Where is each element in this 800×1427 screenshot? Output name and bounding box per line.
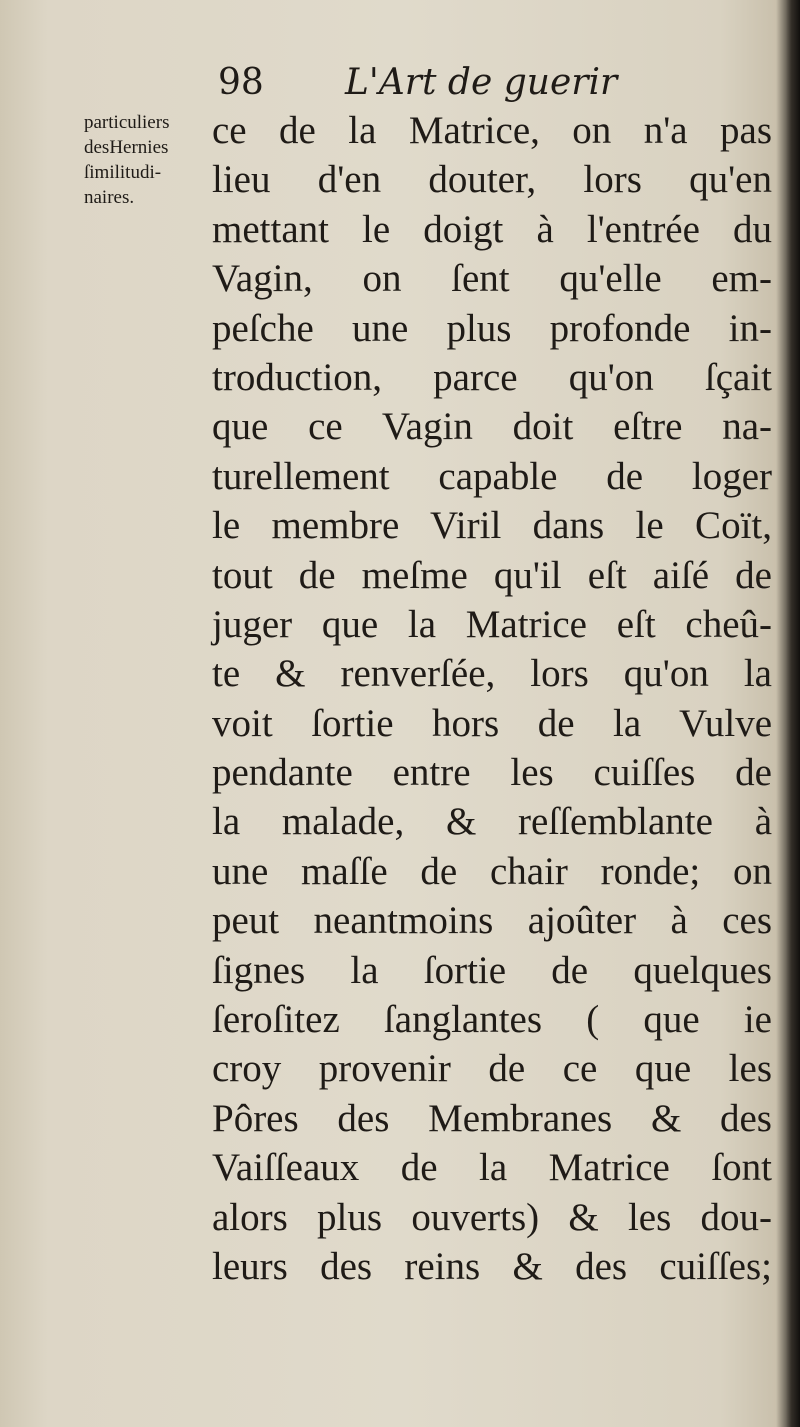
text-line: voit ſortie hors de la Vulve [212, 701, 772, 745]
text-line: Pôres des Membranes & des [212, 1096, 772, 1140]
text-line: turellement capable de loger [212, 454, 772, 498]
marginal-note-line: desHernies [84, 137, 169, 158]
text-line: ſignes la ſortie de quelques [212, 948, 772, 992]
text-line: te & renverſée, lors qu'on la [212, 652, 772, 696]
marginal-note-line: particuliers [84, 112, 170, 133]
text-line: ſeroſitez ſanglantes ( que ie [212, 998, 772, 1042]
marginal-note [84, 110, 208, 210]
text-line: tout de meſme qu'il eſt aiſé de [212, 553, 772, 597]
text-line: mettant le doigt à l'entrée du [212, 207, 772, 251]
text-line: que ce Vagin doit eſtre na- [212, 405, 772, 449]
page-number: 98 [218, 62, 264, 103]
text-line: une maſſe de chair ronde; on [212, 849, 772, 893]
text-line: la malade, & reſſemblante à [212, 800, 772, 844]
text-line: leurs des reins & des cuiſſes; [212, 1244, 772, 1288]
text-line: troduction, parce qu'on ſçait [212, 355, 772, 399]
text-line: Vagin, on ſent qu'elle em- [212, 257, 772, 301]
text-line: peſche une plus profonde in- [212, 306, 772, 350]
page-header [0, 58, 800, 108]
marginal-note-line: ſimilitudi- [84, 162, 162, 183]
running-title: L'Art de guerir [345, 62, 618, 103]
text-line: Vaiſſeaux de la Matrice ſont [212, 1146, 772, 1190]
text-line: pendante entre les cuiſſes de [212, 751, 772, 795]
text-line: croy provenir de ce que les [212, 1047, 772, 1091]
text-line: alors plus ouverts) & les dou- [212, 1195, 772, 1239]
body-text [212, 106, 772, 1291]
text-line: juger que la Matrice eſt cheû- [212, 602, 772, 646]
text-line: ce de la Matrice, on n'a pas [212, 109, 772, 152]
page-edge-shadow [786, 0, 800, 1427]
text-line: lieu d'en douter, lors qu'en [212, 158, 772, 202]
text-line: peut neantmoins ajoûter à ces [212, 899, 772, 943]
text-line: le membre Viril dans le Coït, [212, 504, 772, 548]
marginal-note-line: naires. [84, 187, 135, 208]
